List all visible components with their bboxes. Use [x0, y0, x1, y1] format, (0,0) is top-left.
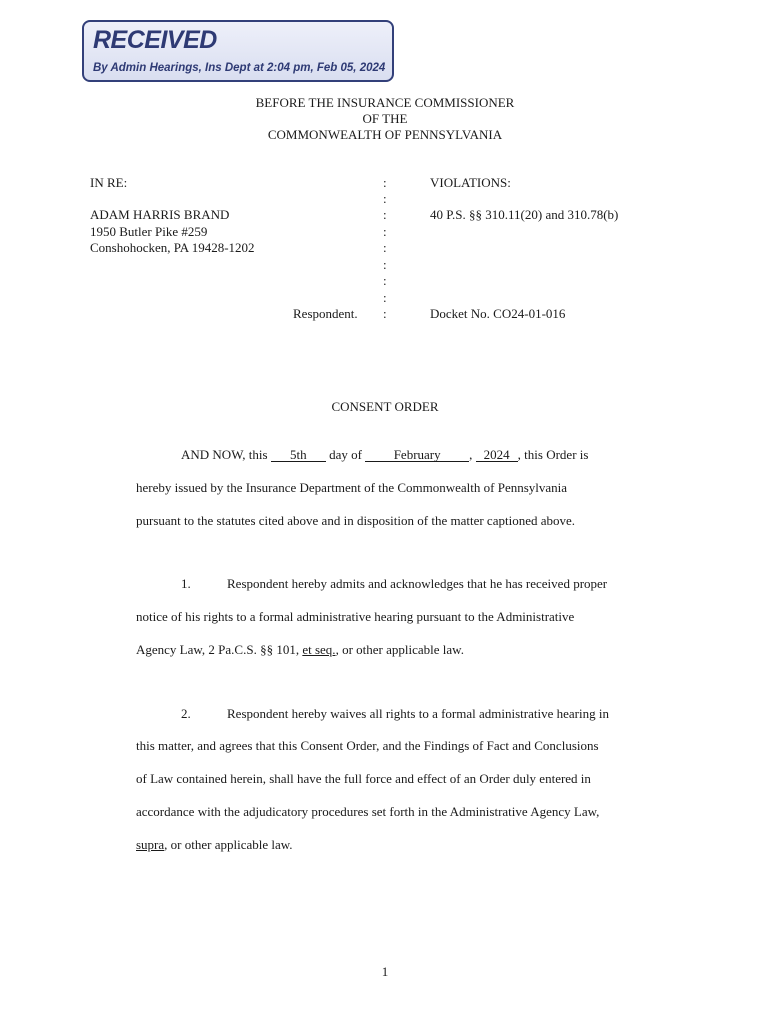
received-stamp — [82, 20, 394, 82]
caption-colon: : — [383, 306, 387, 321]
heading-line-2: OF THE — [362, 111, 408, 126]
intro-lead: AND NOW, this — [181, 447, 268, 462]
stamp-subtitle: By Admin Hearings, Ins Dept at 2:04 pm, Feb 05, 2024 — [93, 62, 386, 74]
para-2-line-4: accordance with the adjudicatory procedures set forth in the Administrative Agency Law, — [136, 804, 600, 819]
para-2-line-2: this matter, and agrees that this Consent Order, and the Findings of Fact and Conclusions — [136, 738, 599, 753]
intro-line-2: hereby issued by the Insurance Department of the Commonwealth of Pennsylvania — [136, 480, 568, 495]
violations-label: VIOLATIONS: — [430, 175, 511, 190]
intro-line-3: pursuant to the statutes cited above and in disposition of the matter captioned above. — [136, 513, 575, 528]
docket-number: Docket No. CO24-01-016 — [430, 306, 566, 321]
caption-colon: : — [383, 257, 387, 272]
para-1-line-1: Respondent hereby admits and acknowledges that he has received proper — [227, 576, 608, 591]
caption-in-re: IN RE: — [90, 175, 128, 190]
heading-line-1: BEFORE THE INSURANCE COMMISSIONER — [255, 95, 515, 110]
para-1-line-2: notice of his rights to a formal administrative hearing pursuant to the Administrative — [136, 609, 575, 624]
intro-line-1 — [181, 447, 588, 463]
respondent-name: ADAM HARRIS BRAND — [90, 207, 230, 222]
caption-colon: : — [383, 207, 387, 222]
supra-citation: supra — [136, 837, 165, 852]
document-title: CONSENT ORDER — [331, 399, 439, 414]
et-seq-citation: et seq. — [302, 642, 336, 657]
intro-tail: , this Order is — [517, 447, 589, 462]
para-1-line-3 — [136, 642, 464, 658]
respondent-address-1: 1950 Butler Pike #259 — [90, 224, 208, 239]
para-2-line-5 — [136, 837, 293, 853]
caption-colon: : — [383, 191, 387, 206]
day-field: 5th — [271, 449, 326, 462]
respondent-label: Respondent. — [293, 306, 358, 321]
para-1-number: 1. — [181, 576, 191, 591]
caption-colon: : — [383, 240, 387, 255]
page-number: 1 — [381, 964, 389, 979]
caption-colon: : — [383, 224, 387, 239]
para-2-line-3: of Law contained herein, shall have the full force and effect of an Order duly entered in — [136, 771, 591, 786]
violations-statutes: 40 P.S. §§ 310.11(20) and 310.78(b) — [430, 207, 619, 222]
stamp-title: RECEIVED — [93, 26, 217, 54]
year-field: 2024 — [476, 449, 518, 462]
para-2-number: 2. — [181, 706, 191, 721]
caption-colon: : — [383, 290, 387, 305]
intro-comma: , — [469, 447, 473, 462]
caption-colon: : — [383, 273, 387, 288]
para-1-line-3-end: , or other applicable law. — [335, 642, 464, 657]
caption-colon: : — [383, 175, 387, 190]
para-1-line-3-text: Agency Law, 2 Pa.C.S. §§ 101, — [136, 642, 300, 657]
para-2-line-1: Respondent hereby waives all rights to a formal administrative hearing in — [227, 706, 609, 721]
intro-day-of: day of — [329, 447, 362, 462]
respondent-address-2: Conshohocken, PA 19428-1202 — [90, 240, 255, 255]
heading-line-3: COMMONWEALTH OF PENNSYLVANIA — [267, 127, 503, 142]
month-field: February — [365, 449, 469, 462]
para-2-line-5-end: , or other applicable law. — [164, 837, 293, 852]
